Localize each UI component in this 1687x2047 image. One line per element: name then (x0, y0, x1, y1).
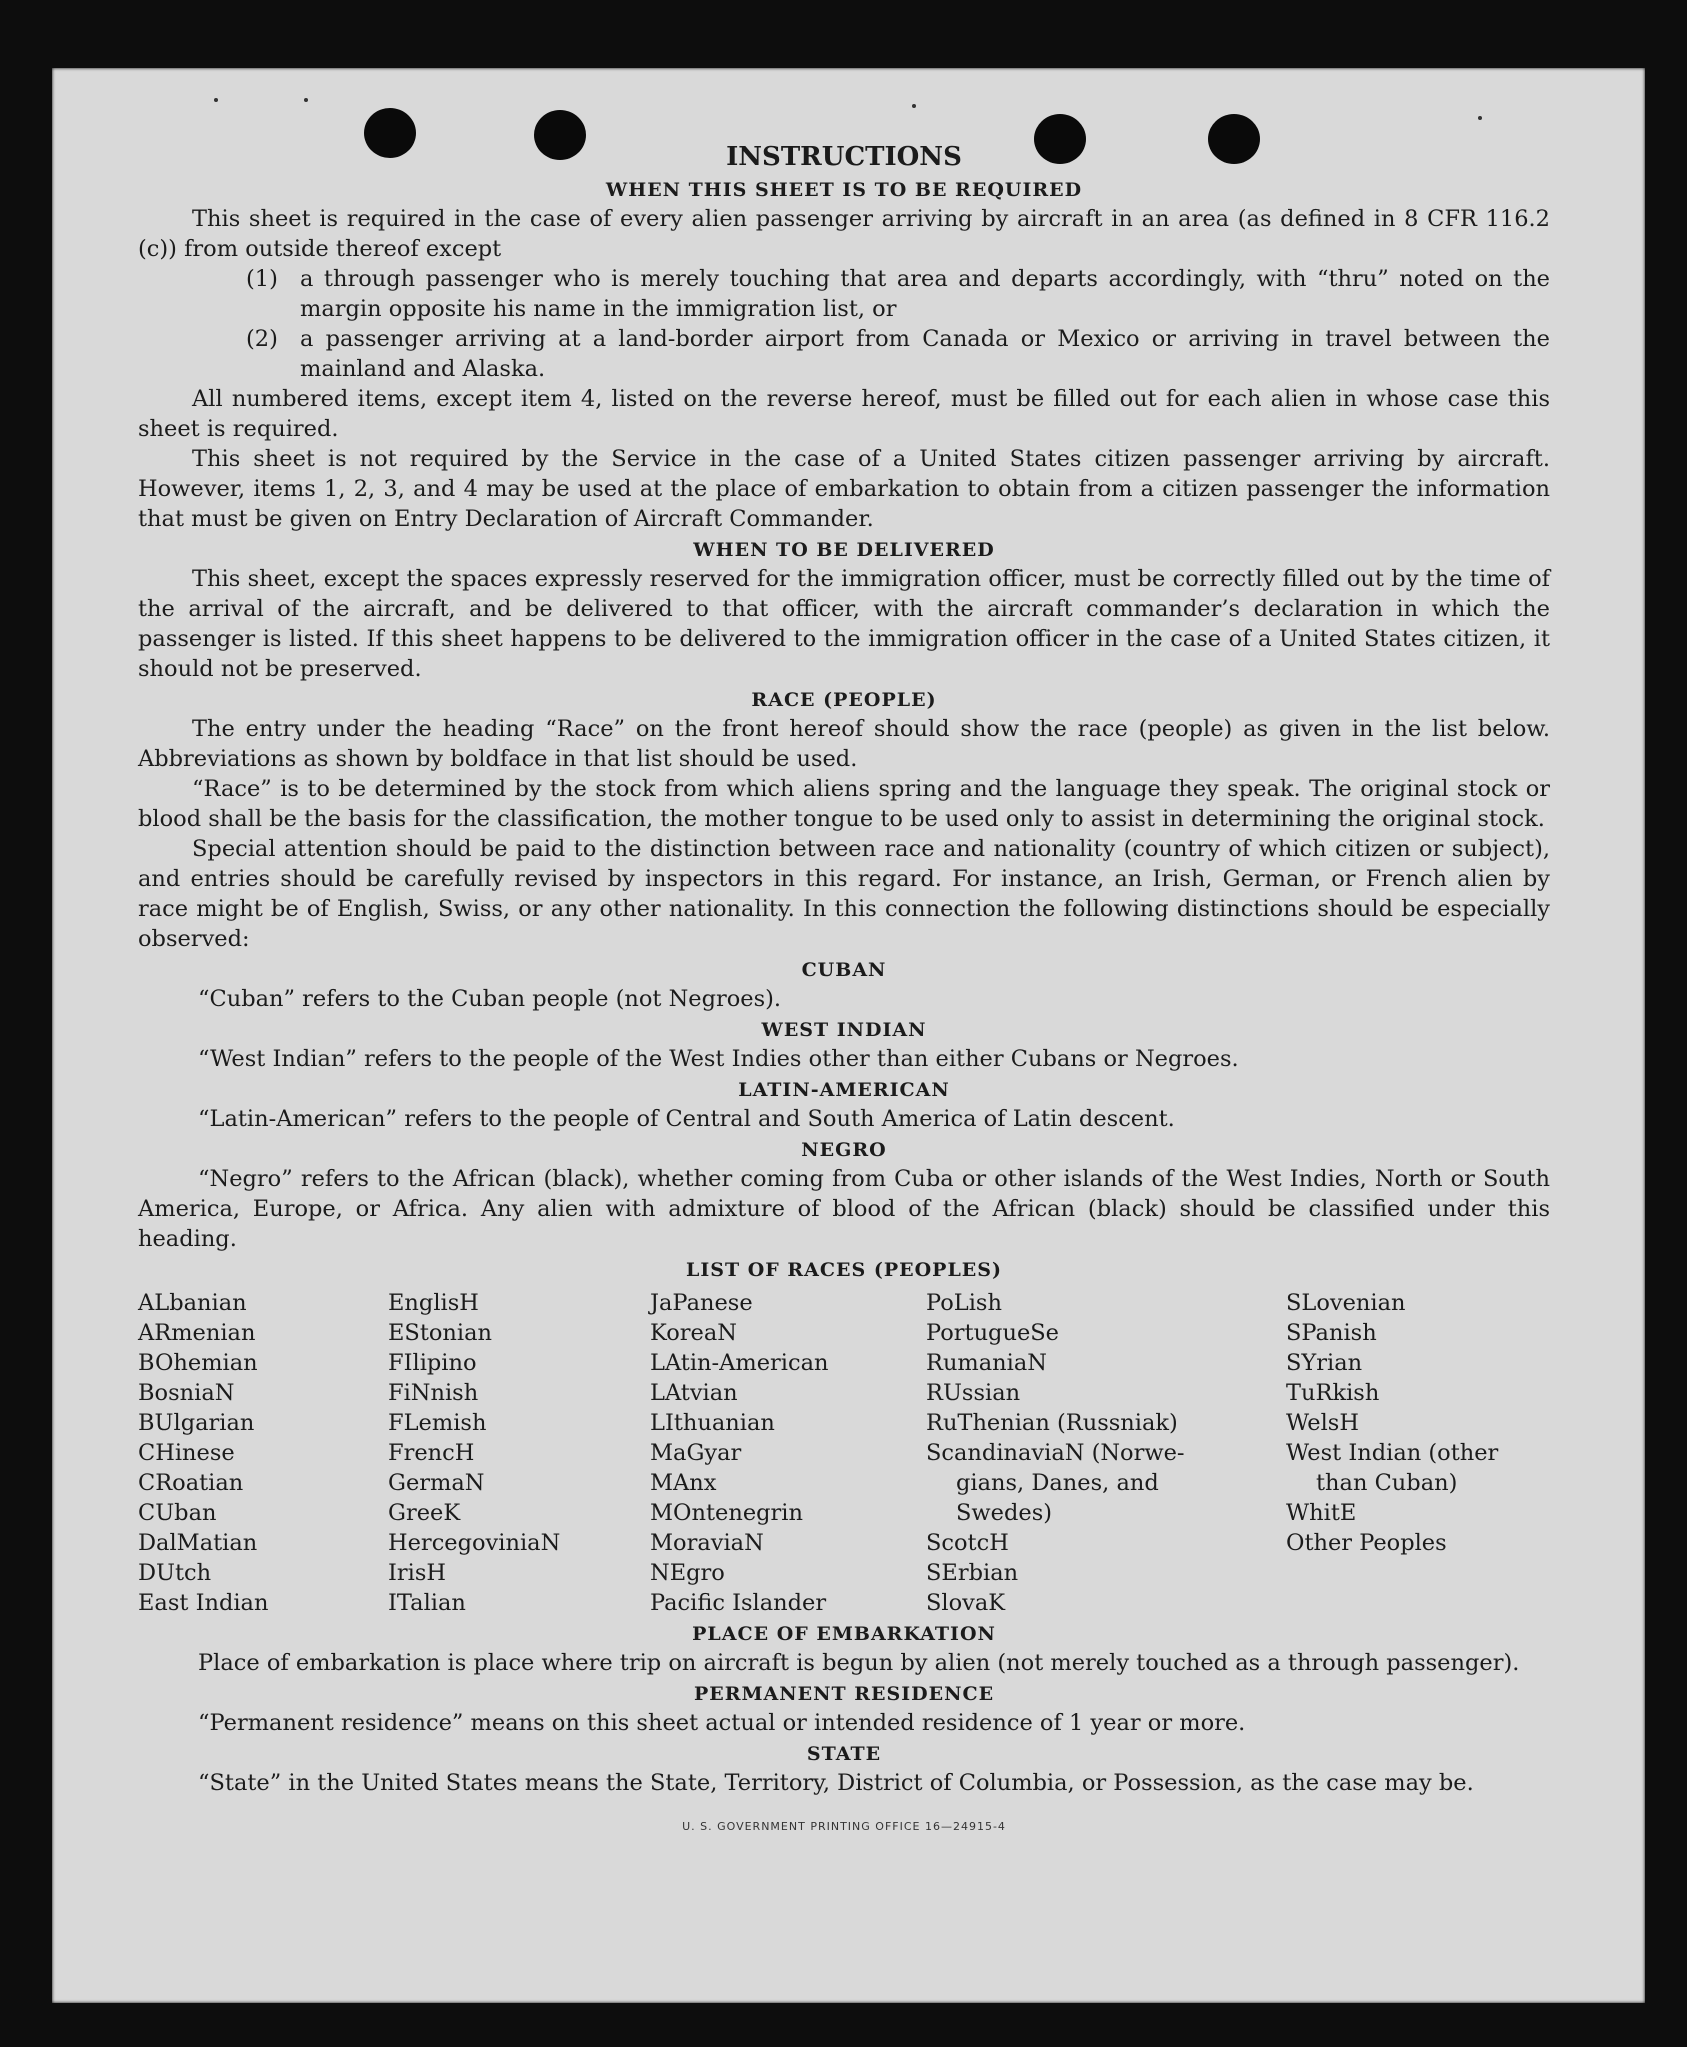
section-heading: WEST INDIAN (761, 1019, 927, 1041)
race-item: BOhemian (138, 1350, 258, 1376)
printer-imprint: U. S. GOVERNMENT PRINTING OFFICE 16—24915-4 (682, 1820, 1006, 1833)
race-item: RuThenian (Russniak) (926, 1410, 1178, 1436)
paper-speck (214, 98, 218, 102)
definition: Place of embarkation is place where trip on aircraft is begun by alien (not merely touched as a through passenger). (198, 1650, 1520, 1676)
race-item: WelsH (1286, 1410, 1359, 1436)
race-item-continued: gians, Danes, and (956, 1470, 1159, 1496)
definition: “Latin-American” refers to the people of Central and South America of Latin descent. (198, 1106, 1175, 1132)
race-item: TuRkish (1286, 1380, 1380, 1406)
paper-speck (304, 98, 308, 102)
race-item: East Indian (138, 1590, 269, 1616)
section-heading: CUBAN (801, 959, 887, 981)
race-item: MoraviaN (650, 1530, 764, 1556)
race-column (1286, 1288, 1550, 1618)
race-item: LAtvian (650, 1380, 738, 1406)
numbered-item (246, 264, 1550, 324)
race-item: ScotcH (926, 1530, 1009, 1556)
section-heading: PLACE OF EMBARKATION (692, 1623, 996, 1645)
race-item: EStonian (388, 1320, 493, 1346)
race-item: KoreaN (650, 1320, 737, 1346)
race-item: SErbian (926, 1560, 1019, 1586)
section-heading: STATE (806, 1743, 882, 1765)
race-column (138, 1288, 388, 1618)
race-item: RumaniaN (926, 1350, 1047, 1376)
page-title: INSTRUCTIONS (726, 142, 962, 172)
race-item: BUlgarian (138, 1410, 255, 1436)
race-item: GermaN (388, 1470, 485, 1496)
paper-speck (1478, 116, 1482, 120)
section-heading: NEGRO (801, 1139, 887, 1161)
race-item: CUban (138, 1500, 217, 1526)
race-item: SlovaK (926, 1590, 1006, 1616)
race-item: JaPanese (650, 1290, 753, 1316)
race-item: EnglisH (388, 1290, 479, 1316)
definition: “Permanent residence” means on this sheet actual or intended residence of 1 year or more. (198, 1710, 1246, 1736)
race-item: FrencH (388, 1440, 475, 1466)
race-item: MOntenegrin (650, 1500, 803, 1526)
race-item: DUtch (138, 1560, 212, 1586)
item-text: a through passenger who is merely touching that area and departs accordingly, with “thru” noted on the margin opposite his name in the immigration list, or (300, 266, 1550, 322)
race-item: SYrian (1286, 1350, 1363, 1376)
item-number: (1) (246, 266, 278, 292)
item-number: (2) (246, 326, 278, 352)
item-text: a passenger arriving at a land-border airport from Canada or Mexico or arriving in travel between the mainland and Alaska. (300, 326, 1550, 382)
race-item: ITalian (388, 1590, 466, 1616)
section-heading: WHEN THIS SHEET IS TO BE REQUIRED (605, 179, 1083, 201)
section-heading: RACE (PEOPLE) (751, 689, 937, 711)
race-item: LAtin-American (650, 1350, 829, 1376)
race-item: DalMatian (138, 1530, 258, 1556)
race-column (650, 1288, 926, 1618)
race-item: MaGyar (650, 1440, 742, 1466)
definition: “West Indian” refers to the people of the West Indies other than either Cubans or Negroes. (198, 1046, 1239, 1072)
race-item: ARmenian (138, 1320, 256, 1346)
definition: “Negro” refers to the African (black), whether coming from Cuba or other islands of the West Indies, North or South America, Europe, or Africa. Any alien with admixture of blood of the African (black) should be classified under this heading. (138, 1166, 1550, 1252)
paragraph: This sheet is required in the case of every alien passenger arriving by aircraft in an area (as defined in 8 CFR 116.2 (c)) from outside thereof except (138, 206, 1550, 262)
section-heading: LATIN-AMERICAN (738, 1079, 950, 1101)
definition: “State” in the United States means the State, Territory, District of Columbia, or Possession, as the case may be. (198, 1770, 1474, 1796)
paragraph: All numbered items, except item 4, listed on the reverse hereof, must be filled out for each alien in whose case this sheet is required. (138, 386, 1550, 442)
section-heading: PERMANENT RESIDENCE (693, 1683, 995, 1705)
race-item: FLemish (388, 1410, 487, 1436)
section-heading: WHEN TO BE DELIVERED (693, 539, 995, 561)
race-item: BosniaN (138, 1380, 235, 1406)
numbered-item (246, 324, 1550, 384)
race-item: WhitE (1286, 1500, 1357, 1526)
race-column (926, 1288, 1286, 1618)
race-item: Pacific Islander (650, 1590, 827, 1616)
race-item: Other Peoples (1286, 1530, 1447, 1556)
paragraph: The entry under the heading “Race” on the front hereof should show the race (people) as given in the list below. Abbreviations as shown by boldface in that list should be used. (138, 716, 1550, 772)
paragraph: Special attention should be paid to the distinction between race and nationality (country of which citizen or subject), and entries should be carefully revised by inspectors in this regard. For instance, an Irish, German, or French alien by race might be of English, Swiss, or any other nationality. In this connection the following distinctions should be especially observed: (138, 836, 1550, 952)
paragraph: This sheet, except the spaces expressly reserved for the immigration officer, must be correctly filled out by the time of the arrival of the aircraft, and be delivered to that officer, with the aircraft commander’s declaration in which the passenger is listed. If this sheet happens to be delivered to the immigration officer in the case of a United States citizen, it should not be preserved. (138, 566, 1550, 682)
race-item: NEgro (650, 1560, 725, 1586)
race-item: PortugueSe (926, 1320, 1060, 1346)
paper-speck (912, 104, 916, 108)
race-list (138, 1288, 1550, 1618)
race-item: HercegoviniaN (388, 1530, 561, 1556)
race-item: IrisH (388, 1560, 447, 1586)
race-item: ScandinaviaN (Norwe- (926, 1440, 1185, 1466)
race-item: SLovenian (1286, 1290, 1406, 1316)
race-item-continued: Swedes) (956, 1500, 1053, 1526)
race-item: ALbanian (138, 1290, 247, 1316)
instructions-content (138, 140, 1550, 1842)
race-item: SPanish (1286, 1320, 1377, 1346)
race-item: FIlipino (388, 1350, 477, 1376)
race-item: CHinese (138, 1440, 235, 1466)
race-item: FiNnish (388, 1380, 479, 1406)
paragraph: This sheet is not required by the Service in the case of a United States citizen passenger arriving by aircraft. However, items 1, 2, 3, and 4 may be used at the place of embarkation to obtain from a citizen passenger the information that must be given on Entry Declaration of Aircraft Commander. (138, 446, 1550, 532)
race-item: RUssian (926, 1380, 1021, 1406)
section-heading: LIST OF RACES (PEOPLES) (686, 1259, 1002, 1281)
race-item: CRoatian (138, 1470, 244, 1496)
race-item: GreeK (388, 1500, 461, 1526)
race-item: MAnx (650, 1470, 717, 1496)
race-item-continued: than Cuban) (1316, 1470, 1458, 1496)
definition: “Cuban” refers to the Cuban people (not Negroes). (198, 986, 782, 1012)
race-item: PoLish (926, 1290, 1002, 1316)
document-sheet (52, 68, 1645, 2003)
race-item: West Indian (other (1286, 1440, 1499, 1466)
paragraph: “Race” is to be determined by the stock from which aliens spring and the language they speak. The original stock or blood shall be the basis for the classification, the mother tongue to be used only to assist in determining the original stock. (138, 776, 1550, 832)
race-item: LIthuanian (650, 1410, 775, 1436)
race-column (388, 1288, 650, 1618)
